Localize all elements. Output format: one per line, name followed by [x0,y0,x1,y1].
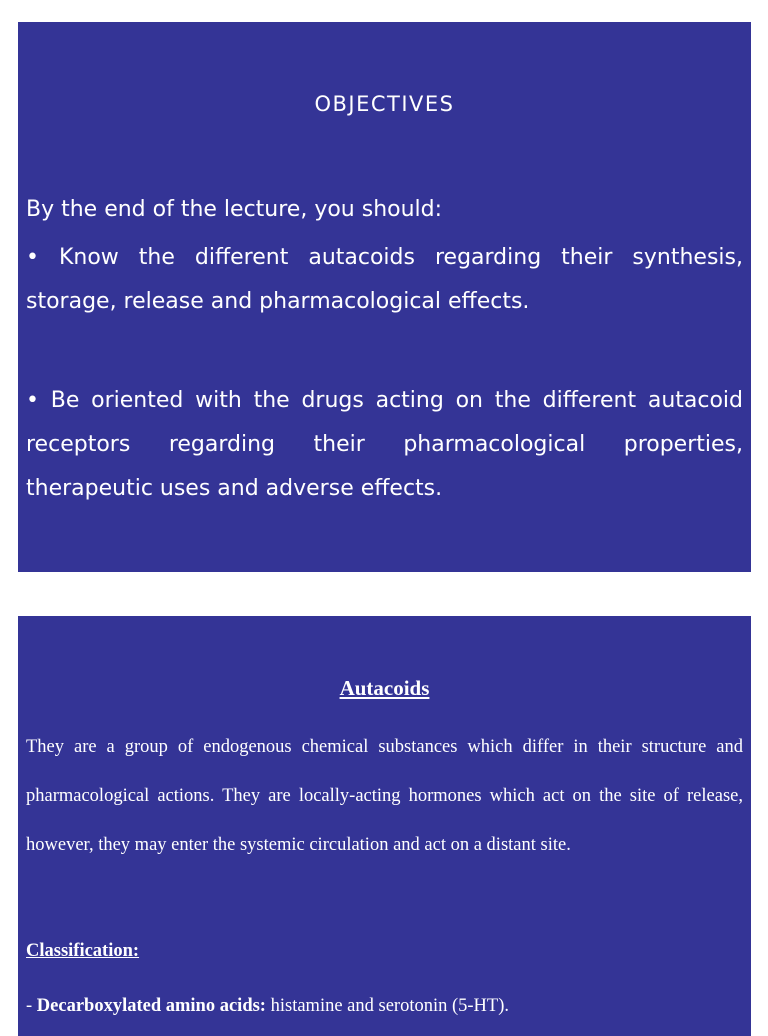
section-heading: Autacoids [339,676,430,700]
item-term: Decarboxylated amino acids: [36,996,266,1016]
objectives-intro: By the end of the lecture, you should: [26,197,443,222]
item-text: histamine and serotonin (5-HT). [265,996,509,1016]
classification-heading: Classification: [26,941,140,961]
definition-paragraph: They are a group of endogenous chemical substances which differ in their structure and pharmacological actions. They are locally-acting hormones which act on the site of release, however, they may enter the systemic circulation and act on a distant site. [26,737,743,855]
slide-title: OBJECTIVES [314,92,455,116]
objective-bullet: • Be oriented with the drugs acting on the different autacoid receptors regarding their pharmacological properties, therapeutic uses and adverse effects. [26,388,743,501]
autacoids-slide [18,616,751,1036]
classification-item [26,996,509,1017]
objectives-body [26,188,743,511]
item-prefix: - [26,996,37,1016]
objective-bullet: • Know the different autacoids regarding their synthesis, storage, release and pharmacological effects. [26,245,743,314]
objectives-slide [18,22,751,572]
